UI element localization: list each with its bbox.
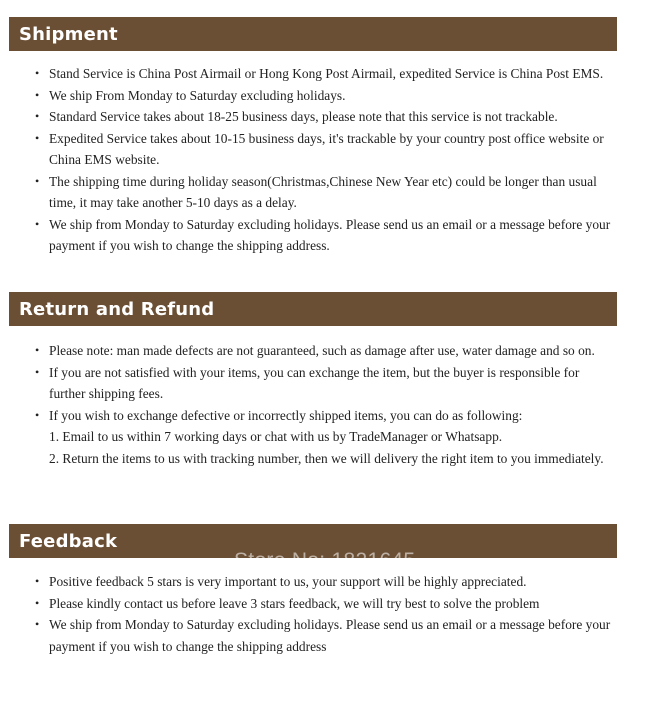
return-refund-list: [32, 340, 618, 469]
store-watermark: Store No: 1821645: [234, 549, 416, 572]
shipment-item-holiday: • The shipping time during holiday season(Christmas,Chinese New Year etc) could be longer than usual time, it may take another 5-10 days as a delay.: [32, 171, 618, 214]
shipment-header: [9, 17, 617, 51]
shipment-item-service: • Stand Service is China Post Airmail or Hong Kong Post Airmail, expedited Service is China Post EMS.: [32, 63, 618, 85]
shipment-item-expedited: • Expedited Service takes about 10-15 business days, it's trackable by your country post office website or China EMS website.: [32, 128, 618, 171]
return-item-procedure: • If you wish to exchange defective or incorrectly shipped items, you can do as following:: [32, 405, 618, 427]
return-item-defects: • Please note: man made defects are not guaranteed, such as damage after use, water damage and so on.: [32, 340, 618, 362]
feedback-list: [32, 571, 618, 657]
return-step-2: 2. Return the items to us with tracking number, then we will delivery the right item to you immediately.: [49, 450, 604, 466]
shipment-item-ship-days: • We ship From Monday to Saturday excluding holidays.: [32, 85, 618, 107]
shipment-item-standard: • Standard Service takes about 18-25 business days, please note that this service is not trackable.: [32, 106, 618, 128]
shipment-item-address-change: • We ship from Monday to Saturday excluding holidays. Please send us an email or a message before your payment if you wish to change the shipping address.: [32, 214, 618, 257]
return-item-exchange: • If you are not satisfied with your items, you can exchange the item, but the buyer is responsible for further shipping fees.: [32, 362, 618, 405]
return-step-1: 1. Email to us within 7 working days or chat with us by TradeManager or Whatsapp.: [49, 429, 503, 444]
feedback-item-ship-days: • We ship from Monday to Saturday excluding holidays. Please send us an email or a message before your payment if you wish to change the shipping address: [32, 614, 618, 657]
feedback-item-positive: • Positive feedback 5 stars is very important to us, your support will be highly appreciated.: [32, 571, 618, 593]
shipment-title: Shipment: [19, 23, 118, 45]
shipment-list: [32, 63, 618, 257]
return-refund-title: Return and Refund: [19, 298, 215, 320]
return-refund-header: [9, 292, 617, 326]
feedback-item-contact: • Please kindly contact us before leave 3 stars feedback, we will try best to solve the problem: [32, 593, 618, 615]
feedback-title: Feedback: [19, 530, 118, 552]
